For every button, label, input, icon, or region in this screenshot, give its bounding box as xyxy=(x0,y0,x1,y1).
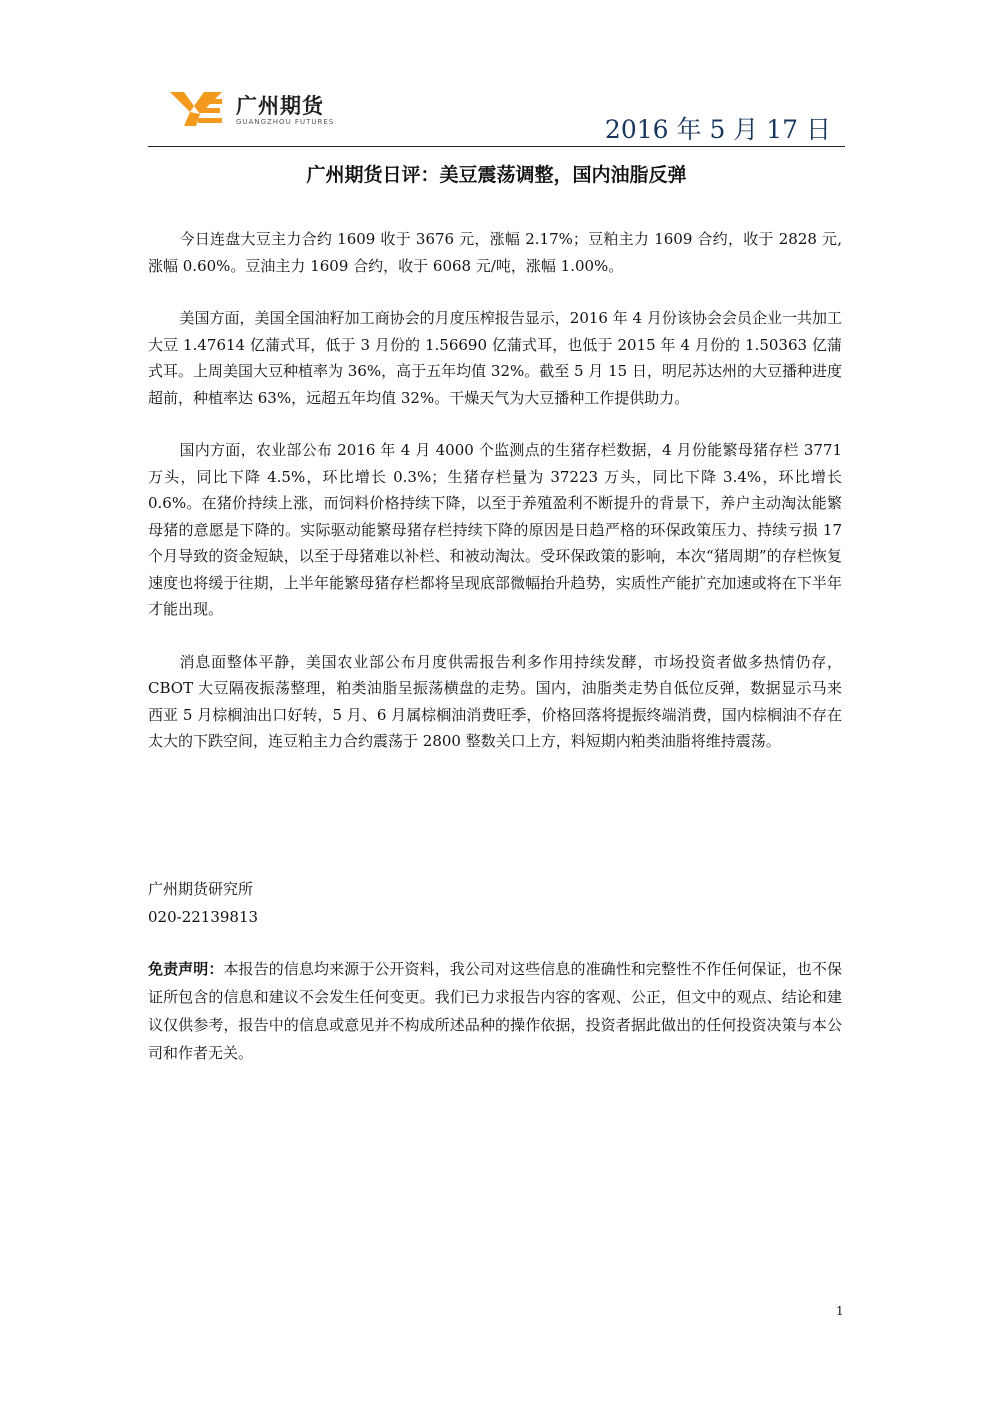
disclaimer-label: 免责声明： xyxy=(148,960,224,978)
research-institute-name: 广州期货研究所 xyxy=(148,880,254,898)
disclaimer-text: 本报告的信息均来源于公开资料，我公司对这些信息的准确性和完整性不作任何保证，也不保证所包含的信息和建议不会发生任何变更。我们已力求报告内容的客观、公正，但文中的观点、结论和建议仅供参考，报告中的信息或意见并不构成所述品种的操作依据，投资者据此做出的任何投资决策与本公司和作者无关。 xyxy=(148,960,842,1062)
company-logo xyxy=(170,88,430,132)
guangzhou-futures-logo-icon xyxy=(170,90,226,126)
report-title: 广州期货日评：美豆震荡调整，国内油脂反弹 xyxy=(306,164,687,186)
paragraph-domestic-hogs: 国内方面，农业部公布 2016 年 4 月 4000 个监测点的生猪存栏数据，4 月份能繁母猪存栏 3771 万头，同比下降 4.5%，环比增长 0.3%；生猪存栏量为 37223 万头，同比下降 3.4%，环比增长 0.6%。在猪价持续上涨，而饲料价格持续下降，以至于养殖盈利不断提升的背景下，养户主动淘汰能繁母猪的意愿是下降的。实际驱动能繁母猪存栏持续下降的原因是日趋严格的环保政策压力、持续亏损 17 个月导致的资金短缺，以至于母猪难以补栏、和被动淘汰。受环保政策的影响，本次“猪周期”的存栏恢复速度也将缓于往期，上半年能繁母猪存栏都将呈现底部微幅抬升趋势，实质性产能扩充加速或将在下半年才能出现。 xyxy=(148,441,842,618)
page-number: 1 xyxy=(836,1304,844,1318)
logo-english-name: GUANGZHOU FUTURES xyxy=(236,118,335,126)
page-header xyxy=(148,82,845,146)
paragraph-outlook: 消息面整体平静，美国农业部公布月度供需报告利多作用持续发酵，市场投资者做多热情仍存，CBOT 大豆隔夜振荡整理，粕类油脂呈振荡横盘的走势。国内，油脂类走势自低位反弹，数据显示马来西亚 5 月棕榈油出口好转，5 月、6 月属棕榈油消费旺季，价格回落将提振终端消费，国内棕榈油不存在太大的下跌空间，连豆粕主力合约震荡于 2800 整数关口上方，料短期内粕类油脂将维持震荡。 xyxy=(148,652,842,750)
signature-block xyxy=(148,875,258,931)
paragraph-us-market: 美国方面，美国全国油籽加工商协会的月度压榨报告显示，2016 年 4 月份该协会会员企业一共加工大豆 1.47614 亿蒲式耳，低于 3 月份的 1.56690 亿蒲式耳，也低于 2015 年 4 月份的 1.50363 亿蒲式耳。上周美国大豆种植率为 36%，高于五年均值 32%。截至 5 月 15 日，明尼苏达州的大豆播种进度超前，种植率达 63%，远超五年均值 32%。干燥天气为大豆播种工作提供助力。 xyxy=(148,309,842,407)
disclaimer xyxy=(148,955,842,1067)
report-body xyxy=(148,226,842,781)
report-date: 2016 年 5 月 17 日 xyxy=(604,115,831,144)
paragraph-market-close: 今日连盘大豆主力合约 1609 收于 3676 元，涨幅 2.17%；豆粕主力 1609 合约，收于 2828 元, 涨幅 0.60%。豆油主力 1609 合约，收于 6068 元/吨，涨幅 1.00%。 xyxy=(148,230,842,275)
logo-chinese-name: 广州期货 xyxy=(236,94,324,118)
contact-phone: 020-22139813 xyxy=(148,908,259,926)
header-divider xyxy=(148,146,845,147)
